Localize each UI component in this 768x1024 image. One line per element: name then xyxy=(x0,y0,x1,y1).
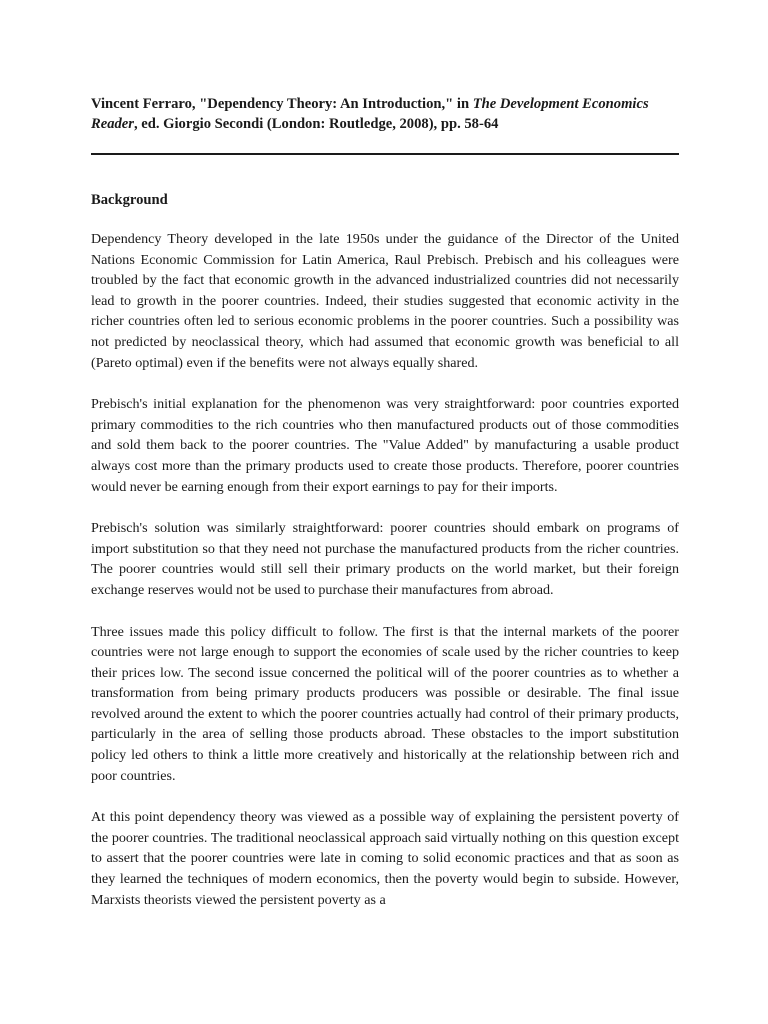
horizontal-rule xyxy=(91,153,679,155)
paragraph-3: Prebisch's solution was similarly straightforward: poorer countries should embark on programs of import substitution so that they need not purchase the manufactured products from the richer countries. The poorer countries would still sell their primary products on the world market, but their foreign exchange reserves would not be used to purchase their manufactures from abroad. xyxy=(91,520,679,598)
section-heading: Background xyxy=(91,192,168,208)
paragraph-1: Dependency Theory developed in the late 1950s under the guidance of the Director of the United Nations Economic Commission for Latin America, Raul Prebisch. Prebisch and his colleagues were troubled by the fact that economic growth in the advanced industrialized countries did not necessarily lead to growth in the poorer countries. Indeed, their studies suggested that economic activity in the richer countries often led to serious economic problems in the poorer countries. Such a possibility was not predicted by neoclassical theory, which had assumed that economic growth was beneficial to all (Pareto optimal) even if the benefits were not always equally shared. xyxy=(91,231,679,371)
citation-header xyxy=(91,94,679,134)
citation-author: Vincent Ferraro, "Dependency Theory: An Introduction," in xyxy=(91,96,473,112)
paragraph-5: At this point dependency theory was viewed as a possible way of explaining the persistent poverty of the poorer countries. The traditional neoclassical approach said virtually nothing on this question except to assert that the poorer countries were late in coming to solid economic practices and that as soon as they learned the techniques of modern economics, then the poverty would begin to subside. However, Marxists theorists viewed the persistent poverty as a xyxy=(91,809,679,908)
paragraph-4: Three issues made this policy difficult to follow. The first is that the internal markets of the poorer countries were not large enough to support the economies of scale used by the richer countries to keep their prices low. The second issue concerned the political will of the poorer countries as to whether a transformation from being primary products producers was possible or desirable. The final issue revolved around the extent to which the poorer countries actually had control of their primary products, particularly in the area of selling those products abroad. These obstacles to the import substitution policy led others to think a little more creatively and historically at the relationship between rich and poor countries. xyxy=(91,623,679,784)
citation-book-title: The Development Economics Reader xyxy=(91,96,649,132)
paragraph-2: Prebisch's initial explanation for the phenomenon was very straightforward: poor countries exported primary commodities to the rich countries who then manufactured products out of those commodities and sold them back to the poorer countries. The "Value Added" by manufacturing a usable product always cost more than the primary products used to create those products. Therefore, poorer countries would never be earning enough from their export earnings to pay for their imports. xyxy=(91,396,679,495)
citation-publication: , ed. Giorgio Secondi (London: Routledge, 2008), pp. 58-64 xyxy=(133,116,499,132)
document-page xyxy=(91,94,679,910)
